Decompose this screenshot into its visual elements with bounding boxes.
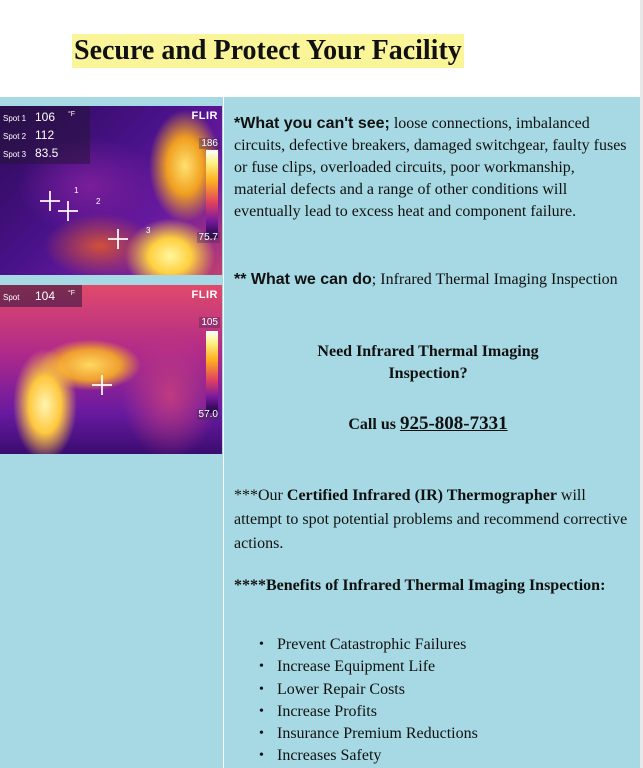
can-do-lead: ** What we can do (234, 271, 372, 288)
spot-value: 104 (35, 289, 56, 303)
thermal-image-switchgear (0, 106, 222, 275)
temperature-scale-bar (206, 150, 218, 238)
spot-marker: 1 (74, 186, 79, 195)
phone-link[interactable]: 925-808-7331 (399, 413, 508, 434)
spot-crosshair (108, 229, 128, 249)
scale-max-value: 105 (201, 317, 218, 328)
spot-marker: 3 (146, 226, 151, 235)
list-item: • Prevent Catastrophic Failures (257, 634, 478, 656)
certified-bold: Certified Infrared (IR) Thermographer (286, 487, 557, 504)
spot-crosshair (92, 375, 112, 395)
cant-see-body: loose connections, imbalanced circuits, defective breakers, damaged switchgear, faulty fuses or fuse clips, overloaded circuits, poor workmanship, material defects and a range of other conditions will eventually lead to excess heat and component failure. (234, 115, 627, 220)
list-item: • Increases Safety (257, 745, 478, 767)
spot-crosshair (40, 191, 60, 211)
list-item: • Increase Profits (257, 701, 478, 723)
spot-crosshair (58, 201, 78, 221)
spot-label: Spot 2 (3, 132, 27, 141)
cant-see-paragraph (234, 113, 630, 223)
spot-value: 112 (35, 128, 55, 142)
certified-paragraph (234, 484, 630, 556)
can-do-paragraph (234, 269, 630, 291)
spot-label: Spot (3, 293, 20, 302)
certified-post: will attempt to spot potential problems and recommend corrective actions. (234, 487, 628, 552)
unit-label: °F (68, 111, 76, 118)
spot-label: Spot 1 (3, 114, 27, 123)
certified-pre: ***Our (234, 487, 287, 504)
spot-marker: 2 (96, 197, 101, 206)
can-do-body: ; Infrared Thermal Imaging Inspection (371, 271, 618, 288)
need-line-1: Need Infrared Thermal Imaging (317, 343, 539, 360)
unit-label: °F (68, 290, 76, 297)
benefits-heading: ****Benefits of Infrared Thermal Imaging Inspection: (234, 577, 606, 594)
list-item: • Increase Equipment Life (257, 656, 478, 678)
spot-label: Spot 3 (3, 150, 27, 159)
call-us-line (224, 411, 632, 438)
need-inspection-heading (224, 341, 632, 385)
spot-readout (0, 106, 90, 164)
scale-min-value: 57.0 (198, 409, 218, 420)
spot-value: 83.5 (35, 146, 59, 160)
list-item: • Insurance Premium Reductions (257, 723, 478, 745)
cant-see-lead: *What you can't see; (234, 115, 390, 132)
list-item: • Lower Repair Costs (257, 679, 478, 701)
spot-value: 106 (35, 110, 56, 124)
call-us-label: Call us (348, 416, 400, 433)
flir-logo: FLIR (191, 110, 218, 122)
scale-max-value: 186 (201, 138, 218, 149)
page-title: Secure and Protect Your Facility (74, 35, 462, 66)
need-line-2: Inspection? (388, 365, 468, 382)
temperature-scale-bar (206, 331, 218, 413)
header-band (0, 0, 643, 97)
thermal-image-breaker-panel (0, 285, 222, 454)
flir-logo: FLIR (191, 289, 218, 301)
scale-min-value: 75.7 (198, 232, 218, 243)
benefits-list (257, 634, 478, 768)
